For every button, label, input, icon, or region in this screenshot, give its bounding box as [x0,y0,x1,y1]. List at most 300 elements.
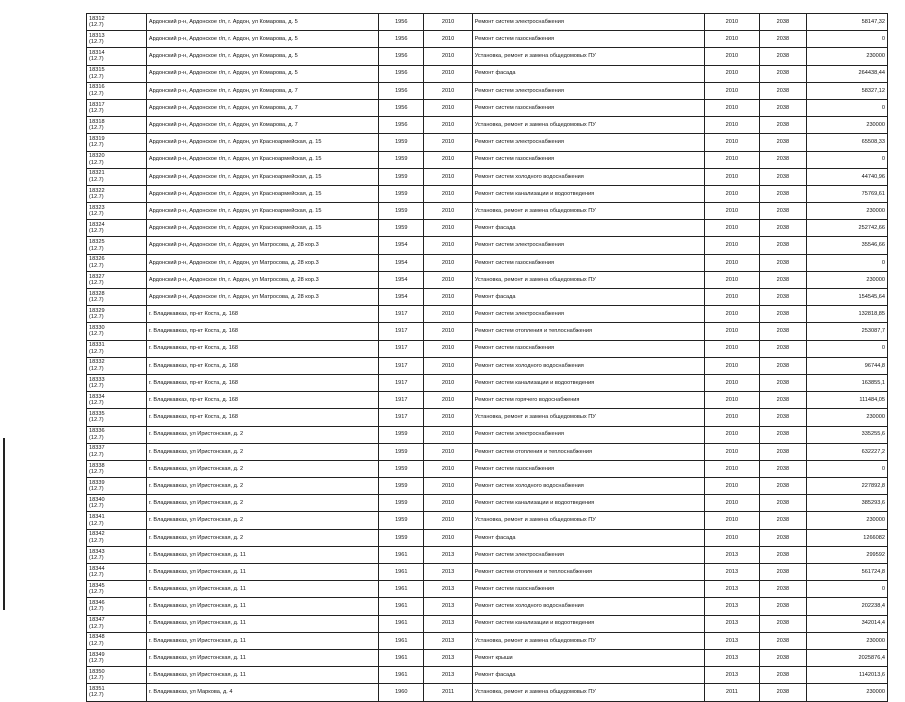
table-row [87,649,888,666]
period-from-cell: 2010 [705,220,760,237]
table-row [87,185,888,202]
amount-cell: 0 [806,254,887,271]
amount-cell: 2025876,4 [806,649,887,666]
table-row [87,82,888,99]
work-type-cell: Ремонт систем канализации и водоотведения [472,615,704,632]
period-to-cell: 2038 [759,529,806,546]
period-from-cell: 2010 [705,151,760,168]
period-from-cell: 2010 [705,185,760,202]
table-row [87,306,888,323]
year-cell: 2010 [424,478,472,495]
address-cell: г. Владикавказ, пр-кт Коста, д. 168 [146,409,378,426]
address-cell: Ардонский р-н, Ардонское г/п, г. Ардон, ул Комарова, д. 7 [146,82,378,99]
period-from-cell: 2013 [705,615,760,632]
row-id-cell: 18342 (12.7) [87,529,147,546]
work-type-cell: Ремонт фасада [472,65,704,82]
built-year-cell: 1959 [379,168,424,185]
amount-cell: 35546,66 [806,237,887,254]
amount-cell: 561724,8 [806,564,887,581]
row-id-cell: 18351 (12.7) [87,684,147,701]
period-from-cell: 2010 [705,495,760,512]
row-id-cell: 18313 (12.7) [87,31,147,48]
built-year-cell: 1959 [379,220,424,237]
row-id-cell: 18328 (12.7) [87,289,147,306]
year-cell: 2013 [424,632,472,649]
work-type-cell: Ремонт систем электроснабжения [472,306,704,323]
table-row [87,426,888,443]
address-cell: г. Владикавказ, ул Маркова, д. 4 [146,684,378,701]
table-row [87,357,888,374]
year-cell: 2010 [424,374,472,391]
address-cell: Ардонский р-н, Ардонское г/п, г. Ардон, ул Комарова, д. 5 [146,48,378,65]
amount-cell: 230000 [806,409,887,426]
year-cell: 2010 [424,340,472,357]
built-year-cell: 1961 [379,581,424,598]
work-type-cell: Ремонт систем газоснабжения [472,151,704,168]
period-from-cell: 2011 [705,684,760,701]
amount-cell: 75769,61 [806,185,887,202]
period-to-cell: 2038 [759,203,806,220]
row-id-cell: 18329 (12.7) [87,306,147,323]
period-from-cell: 2010 [705,31,760,48]
built-year-cell: 1961 [379,667,424,684]
work-type-cell: Установка, ремонт и замена общедомовых ПУ [472,632,704,649]
table-row [87,684,888,701]
period-from-cell: 2010 [705,82,760,99]
amount-cell: 0 [806,340,887,357]
period-from-cell: 2013 [705,649,760,666]
period-to-cell: 2038 [759,615,806,632]
work-type-cell: Ремонт систем электроснабжения [472,82,704,99]
period-to-cell: 2038 [759,48,806,65]
amount-cell: 230000 [806,48,887,65]
work-type-cell: Ремонт систем газоснабжения [472,31,704,48]
period-from-cell: 2013 [705,546,760,563]
address-cell: Ардонский р-н, Ардонское г/п, г. Ардон, ул Красноармейская, д. 15 [146,151,378,168]
address-cell: Ардонский р-н, Ардонское г/п, г. Ардон, ул Комарова, д. 5 [146,65,378,82]
address-cell: г. Владикавказ, пр-кт Коста, д. 168 [146,340,378,357]
address-cell: Ардонский р-н, Ардонское г/п, г. Ардон, ул Комарова, д. 7 [146,99,378,116]
amount-cell: 264438,44 [806,65,887,82]
period-to-cell: 2038 [759,649,806,666]
period-to-cell: 2038 [759,323,806,340]
amount-cell: 230000 [806,271,887,288]
amount-cell: 385293,6 [806,495,887,512]
work-type-cell: Ремонт систем холодного водоснабжения [472,168,704,185]
row-id-cell: 18325 (12.7) [87,237,147,254]
table-row [87,443,888,460]
work-type-cell: Ремонт систем электроснабжения [472,134,704,151]
period-to-cell: 2038 [759,632,806,649]
address-cell: Ардонский р-н, Ардонское г/п, г. Ардон, ул Красноармейская, д. 15 [146,185,378,202]
year-cell: 2010 [424,529,472,546]
amount-cell: 154545,64 [806,289,887,306]
period-from-cell: 2010 [705,203,760,220]
built-year-cell: 1960 [379,684,424,701]
period-from-cell: 2010 [705,306,760,323]
amount-cell: 1142013,6 [806,667,887,684]
row-id-cell: 18335 (12.7) [87,409,147,426]
address-cell: г. Владикавказ, пр-кт Коста, д. 168 [146,374,378,391]
amount-cell: 1266082 [806,529,887,546]
built-year-cell: 1961 [379,649,424,666]
period-to-cell: 2038 [759,426,806,443]
work-type-cell: Ремонт фасада [472,529,704,546]
table-row [87,392,888,409]
year-cell: 2013 [424,667,472,684]
period-from-cell: 2010 [705,340,760,357]
address-cell: г. Владикавказ, ул Иристонская, д. 11 [146,649,378,666]
built-year-cell: 1917 [379,409,424,426]
amount-cell: 111484,05 [806,392,887,409]
period-from-cell: 2010 [705,512,760,529]
period-to-cell: 2038 [759,151,806,168]
table-row [87,340,888,357]
row-id-cell: 18316 (12.7) [87,82,147,99]
work-type-cell: Установка, ремонт и замена общедомовых ПУ [472,48,704,65]
row-id-cell: 18315 (12.7) [87,65,147,82]
work-type-cell: Ремонт фасада [472,220,704,237]
year-cell: 2013 [424,649,472,666]
row-id-cell: 18320 (12.7) [87,151,147,168]
amount-cell: 58327,12 [806,82,887,99]
period-from-cell: 2010 [705,374,760,391]
table-row [87,409,888,426]
work-type-cell: Установка, ремонт и замена общедомовых ПУ [472,512,704,529]
table-row [87,581,888,598]
year-cell: 2010 [424,392,472,409]
period-from-cell: 2010 [705,117,760,134]
row-id-cell: 18319 (12.7) [87,134,147,151]
built-year-cell: 1917 [379,392,424,409]
address-cell: Ардонский р-н, Ардонское г/п, г. Ардон, ул Матросова, д. 28 кор.3 [146,271,378,288]
table-row [87,117,888,134]
row-id-cell: 18348 (12.7) [87,632,147,649]
built-year-cell: 1954 [379,254,424,271]
amount-cell: 253087,7 [806,323,887,340]
period-to-cell: 2038 [759,237,806,254]
built-year-cell: 1959 [379,443,424,460]
row-id-cell: 18346 (12.7) [87,598,147,615]
scan-edge-line [3,438,5,610]
amount-cell: 632227,2 [806,443,887,460]
work-type-cell: Ремонт систем электроснабжения [472,237,704,254]
amount-cell: 163855,1 [806,374,887,391]
period-to-cell: 2038 [759,65,806,82]
amount-cell: 252742,66 [806,220,887,237]
work-type-cell: Ремонт систем канализации и водоотведения [472,495,704,512]
built-year-cell: 1956 [379,31,424,48]
year-cell: 2013 [424,546,472,563]
work-type-cell: Ремонт систем электроснабжения [472,14,704,31]
address-cell: г. Владикавказ, ул Иристонская, д. 2 [146,512,378,529]
year-cell: 2010 [424,495,472,512]
period-to-cell: 2038 [759,667,806,684]
period-from-cell: 2013 [705,598,760,615]
work-type-cell: Ремонт систем электроснабжения [472,546,704,563]
year-cell: 2010 [424,134,472,151]
amount-cell: 0 [806,99,887,116]
year-cell: 2010 [424,426,472,443]
year-cell: 2013 [424,615,472,632]
table-row [87,512,888,529]
row-id-cell: 18343 (12.7) [87,546,147,563]
year-cell: 2010 [424,14,472,31]
built-year-cell: 1959 [379,495,424,512]
period-to-cell: 2038 [759,684,806,701]
amount-cell: 132818,85 [806,306,887,323]
table-row [87,632,888,649]
address-cell: г. Владикавказ, ул Иристонская, д. 11 [146,546,378,563]
period-from-cell: 2010 [705,289,760,306]
built-year-cell: 1954 [379,237,424,254]
register-body [87,14,888,702]
period-from-cell: 2010 [705,409,760,426]
address-cell: г. Владикавказ, пр-кт Коста, д. 168 [146,323,378,340]
period-from-cell: 2013 [705,632,760,649]
year-cell: 2010 [424,82,472,99]
period-from-cell: 2010 [705,443,760,460]
amount-cell: 227892,8 [806,478,887,495]
period-to-cell: 2038 [759,443,806,460]
built-year-cell: 1917 [379,357,424,374]
amount-cell: 230000 [806,684,887,701]
period-to-cell: 2038 [759,254,806,271]
table-row [87,65,888,82]
table-row [87,323,888,340]
address-cell: г. Владикавказ, пр-кт Коста, д. 168 [146,357,378,374]
address-cell: г. Владикавказ, ул Иристонская, д. 2 [146,443,378,460]
work-type-cell: Установка, ремонт и замена общедомовых ПУ [472,203,704,220]
row-id-cell: 18331 (12.7) [87,340,147,357]
work-type-cell: Ремонт систем холодного водоснабжения [472,357,704,374]
work-type-cell: Установка, ремонт и замена общедомовых ПУ [472,684,704,701]
period-from-cell: 2010 [705,65,760,82]
address-cell: Ардонский р-н, Ардонское г/п, г. Ардон, ул Красноармейская, д. 15 [146,220,378,237]
address-cell: г. Владикавказ, ул Иристонская, д. 11 [146,667,378,684]
period-from-cell: 2010 [705,460,760,477]
period-from-cell: 2010 [705,254,760,271]
period-to-cell: 2038 [759,374,806,391]
work-type-cell: Ремонт крыши [472,649,704,666]
amount-cell: 230000 [806,203,887,220]
row-id-cell: 18344 (12.7) [87,564,147,581]
period-to-cell: 2038 [759,495,806,512]
table-row [87,546,888,563]
work-type-cell: Ремонт систем холодного водоснабжения [472,478,704,495]
built-year-cell: 1954 [379,289,424,306]
table-row [87,289,888,306]
address-cell: Ардонский р-н, Ардонское г/п, г. Ардон, ул Комарова, д. 5 [146,14,378,31]
year-cell: 2010 [424,48,472,65]
built-year-cell: 1961 [379,615,424,632]
period-to-cell: 2038 [759,134,806,151]
amount-cell: 299592 [806,546,887,563]
address-cell: г. Владикавказ, ул Иристонская, д. 2 [146,529,378,546]
period-to-cell: 2038 [759,185,806,202]
period-from-cell: 2010 [705,426,760,443]
row-id-cell: 18345 (12.7) [87,581,147,598]
period-to-cell: 2038 [759,478,806,495]
period-to-cell: 2038 [759,581,806,598]
table-row [87,134,888,151]
year-cell: 2010 [424,203,472,220]
work-type-cell: Установка, ремонт и замена общедомовых ПУ [472,271,704,288]
year-cell: 2010 [424,65,472,82]
period-to-cell: 2038 [759,564,806,581]
address-cell: г. Владикавказ, ул Иристонская, д. 2 [146,478,378,495]
row-id-cell: 18347 (12.7) [87,615,147,632]
built-year-cell: 1917 [379,306,424,323]
table-row [87,615,888,632]
period-from-cell: 2010 [705,99,760,116]
year-cell: 2010 [424,409,472,426]
period-from-cell: 2010 [705,48,760,65]
period-to-cell: 2038 [759,14,806,31]
built-year-cell: 1959 [379,185,424,202]
row-id-cell: 18330 (12.7) [87,323,147,340]
address-cell: г. Владикавказ, ул Иристонская, д. 11 [146,598,378,615]
address-cell: г. Владикавказ, ул Иристонская, д. 11 [146,615,378,632]
year-cell: 2010 [424,220,472,237]
row-id-cell: 18317 (12.7) [87,99,147,116]
work-type-cell: Ремонт систем отопления и теплоснабжения [472,564,704,581]
address-cell: Ардонский р-н, Ардонское г/п, г. Ардон, ул Красноармейская, д. 15 [146,168,378,185]
year-cell: 2011 [424,684,472,701]
period-from-cell: 2010 [705,134,760,151]
period-from-cell: 2010 [705,271,760,288]
table-row [87,203,888,220]
period-to-cell: 2038 [759,168,806,185]
table-row [87,495,888,512]
period-from-cell: 2010 [705,392,760,409]
built-year-cell: 1959 [379,151,424,168]
row-id-cell: 18314 (12.7) [87,48,147,65]
period-to-cell: 2038 [759,340,806,357]
period-to-cell: 2038 [759,99,806,116]
built-year-cell: 1956 [379,82,424,99]
period-to-cell: 2038 [759,598,806,615]
row-id-cell: 18338 (12.7) [87,460,147,477]
work-type-cell: Ремонт систем отопления и теплоснабжения [472,323,704,340]
address-cell: Ардонский р-н, Ардонское г/п, г. Ардон, ул Матросова, д. 28 кор.3 [146,254,378,271]
row-id-cell: 18350 (12.7) [87,667,147,684]
work-type-cell: Ремонт систем газоснабжения [472,99,704,116]
built-year-cell: 1917 [379,340,424,357]
year-cell: 2013 [424,581,472,598]
amount-cell: 0 [806,151,887,168]
period-to-cell: 2038 [759,512,806,529]
work-type-cell: Ремонт систем канализации и водоотведения [472,185,704,202]
period-from-cell: 2010 [705,529,760,546]
year-cell: 2010 [424,168,472,185]
year-cell: 2010 [424,289,472,306]
row-id-cell: 18336 (12.7) [87,426,147,443]
year-cell: 2010 [424,443,472,460]
built-year-cell: 1961 [379,598,424,615]
year-cell: 2010 [424,99,472,116]
work-type-cell: Ремонт систем горячего водоснабжения [472,392,704,409]
amount-cell: 96744,8 [806,357,887,374]
work-type-cell: Ремонт систем газоснабжения [472,460,704,477]
period-to-cell: 2038 [759,357,806,374]
period-from-cell: 2010 [705,168,760,185]
period-to-cell: 2038 [759,409,806,426]
address-cell: Ардонский р-н, Ардонское г/п, г. Ардон, ул Красноармейская, д. 15 [146,203,378,220]
work-type-cell: Ремонт систем холодного водоснабжения [472,598,704,615]
year-cell: 2013 [424,564,472,581]
built-year-cell: 1956 [379,48,424,65]
built-year-cell: 1959 [379,134,424,151]
period-from-cell: 2013 [705,564,760,581]
period-to-cell: 2038 [759,306,806,323]
row-id-cell: 18341 (12.7) [87,512,147,529]
work-type-cell: Ремонт фасада [472,289,704,306]
year-cell: 2010 [424,117,472,134]
table-row [87,529,888,546]
period-to-cell: 2038 [759,289,806,306]
address-cell: Ардонский р-н, Ардонское г/п, г. Ардон, ул Комарова, д. 5 [146,31,378,48]
built-year-cell: 1956 [379,117,424,134]
row-id-cell: 18312 (12.7) [87,14,147,31]
period-from-cell: 2013 [705,667,760,684]
row-id-cell: 18332 (12.7) [87,357,147,374]
row-id-cell: 18323 (12.7) [87,203,147,220]
amount-cell: 230000 [806,512,887,529]
work-type-cell: Ремонт систем канализации и водоотведения [472,374,704,391]
built-year-cell: 1959 [379,460,424,477]
row-id-cell: 18334 (12.7) [87,392,147,409]
address-cell: г. Владикавказ, ул Иристонская, д. 2 [146,495,378,512]
address-cell: г. Владикавказ, ул Иристонская, д. 11 [146,581,378,598]
amount-cell: 335255,6 [806,426,887,443]
address-cell: Ардонский р-н, Ардонское г/п, г. Ардон, ул Комарова, д. 7 [146,117,378,134]
period-from-cell: 2010 [705,14,760,31]
work-type-cell: Ремонт систем электроснабжения [472,426,704,443]
year-cell: 2010 [424,357,472,374]
address-cell: Ардонский р-н, Ардонское г/п, г. Ардон, ул Красноармейская, д. 15 [146,134,378,151]
year-cell: 2010 [424,460,472,477]
year-cell: 2013 [424,598,472,615]
table-row [87,14,888,31]
period-from-cell: 2010 [705,478,760,495]
row-id-cell: 18339 (12.7) [87,478,147,495]
period-from-cell: 2010 [705,357,760,374]
year-cell: 2010 [424,185,472,202]
period-to-cell: 2038 [759,31,806,48]
work-type-cell: Ремонт систем отопления и теплоснабжения [472,443,704,460]
built-year-cell: 1959 [379,529,424,546]
row-id-cell: 18326 (12.7) [87,254,147,271]
built-year-cell: 1959 [379,203,424,220]
row-id-cell: 18322 (12.7) [87,185,147,202]
table-row [87,151,888,168]
amount-cell: 230000 [806,632,887,649]
row-id-cell: 18340 (12.7) [87,495,147,512]
table-row [87,478,888,495]
amount-cell: 202238,4 [806,598,887,615]
built-year-cell: 1917 [379,374,424,391]
amount-cell: 44740,96 [806,168,887,185]
row-id-cell: 18349 (12.7) [87,649,147,666]
amount-cell: 230000 [806,117,887,134]
built-year-cell: 1961 [379,632,424,649]
row-id-cell: 18333 (12.7) [87,374,147,391]
amount-cell: 342014,4 [806,615,887,632]
amount-cell: 65508,33 [806,134,887,151]
year-cell: 2010 [424,271,472,288]
table-row [87,237,888,254]
